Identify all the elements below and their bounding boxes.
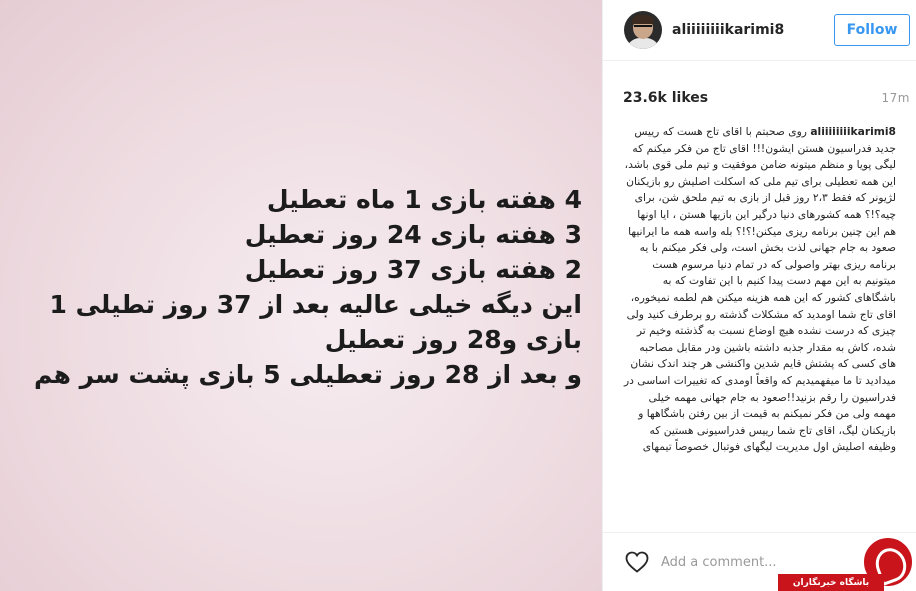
post-sidebar bbox=[602, 0, 916, 591]
comment-input[interactable]: Add a comment... bbox=[661, 554, 777, 570]
username-link[interactable]: aliiiiiiiikarimi8 bbox=[672, 22, 785, 38]
image-line-2: 3 هفته بازی 24 روز تعطیل bbox=[244, 220, 582, 249]
caption-username[interactable]: aliiiiiiiikarimi8 bbox=[810, 125, 896, 138]
post-time[interactable]: 17m bbox=[881, 91, 910, 105]
post-header bbox=[603, 0, 916, 61]
image-line-3: 2 هفته بازی 37 روز تعطیل bbox=[244, 255, 582, 284]
image-line-4: این دیگه خیلی عالیه بعد از 37 روز تطیلی 1 بازی و28 روز تعطیل bbox=[49, 290, 582, 354]
image-line-1: 4 هفته بازی 1 ماه تعطیل bbox=[266, 185, 582, 214]
follow-button[interactable]: Follow bbox=[834, 14, 910, 46]
heart-icon[interactable] bbox=[625, 551, 649, 573]
avatar[interactable] bbox=[624, 11, 662, 49]
likes-count[interactable]: 23.6k likes bbox=[623, 90, 709, 106]
post-stats bbox=[623, 90, 910, 106]
watermark-logo bbox=[778, 536, 916, 591]
caption-text: روی صحبتم با اقای تاج هست که رییس جدید فدراسیون هستن ایشون!!! اقای تاج من فکر میکنم که لیگی پویا و منظم میتونه ضامن موفقیت و تیم ملی قوی باشد، این همه تعطیلی برای تیم ملی که اسکلت اصلیش رو بازیکنان لژیونر که فقط ۲،۳ روز قبل از بازی به تیم ملحق شن، برای چیه؟!؟ همه کشورهای دنیا درگیر این بازیها هستن ، ایا اونها هم این چنین برنامه ریزی میکنن!؟!؟ بله واسه همه ما ایرانیها صعود به جام جهانی لذت بخش است، ولی فکر میکنم با یه برنامه ریزی بهتر واصولی که در تمام دنیا مرسوم هست میتونیم به این مهم دست پیدا کنیم با این تفاوت که به باشگاهای کشور که این همه هزینه میکنن هم لطمه نمیخوره، اقای تاج شما اومدید که مشکلات گذشته رو برطرف کنید ولی چیزی که درست نشده هیچ اوضاع نسبت به گذشته وخیم تر شده، کاش به مقدار جذبه داشته باشین ودر مقابل مصاحبه های کسی که پشتش قایم شدین واکنشی هر چند اندک نشان میدادید تا ما میفهمیدیم که واقعاً اومدی که تغییرات اساسی در فدراسیون را رقم بزنید!!صعود به جام جهانی مهمه خیلی مهمه ولی من فکر نمیکنم به قیمت از بین رفتن باشگاهها و بازیکنان لیگ، اقای تاج شما رییس فدراسیونی هستین که وظیفه اصلیش اول مدیریت لیگهای فوتبال خصوصاً تیمهای bbox=[623, 125, 896, 454]
post-image-text bbox=[12, 182, 582, 392]
post-caption bbox=[623, 124, 896, 522]
watermark-text: باشگاه خبرنگاران bbox=[778, 574, 884, 591]
image-line-5: و بعد از 28 روز تعطیلی 5 بازی پشت سر هم bbox=[33, 360, 582, 389]
